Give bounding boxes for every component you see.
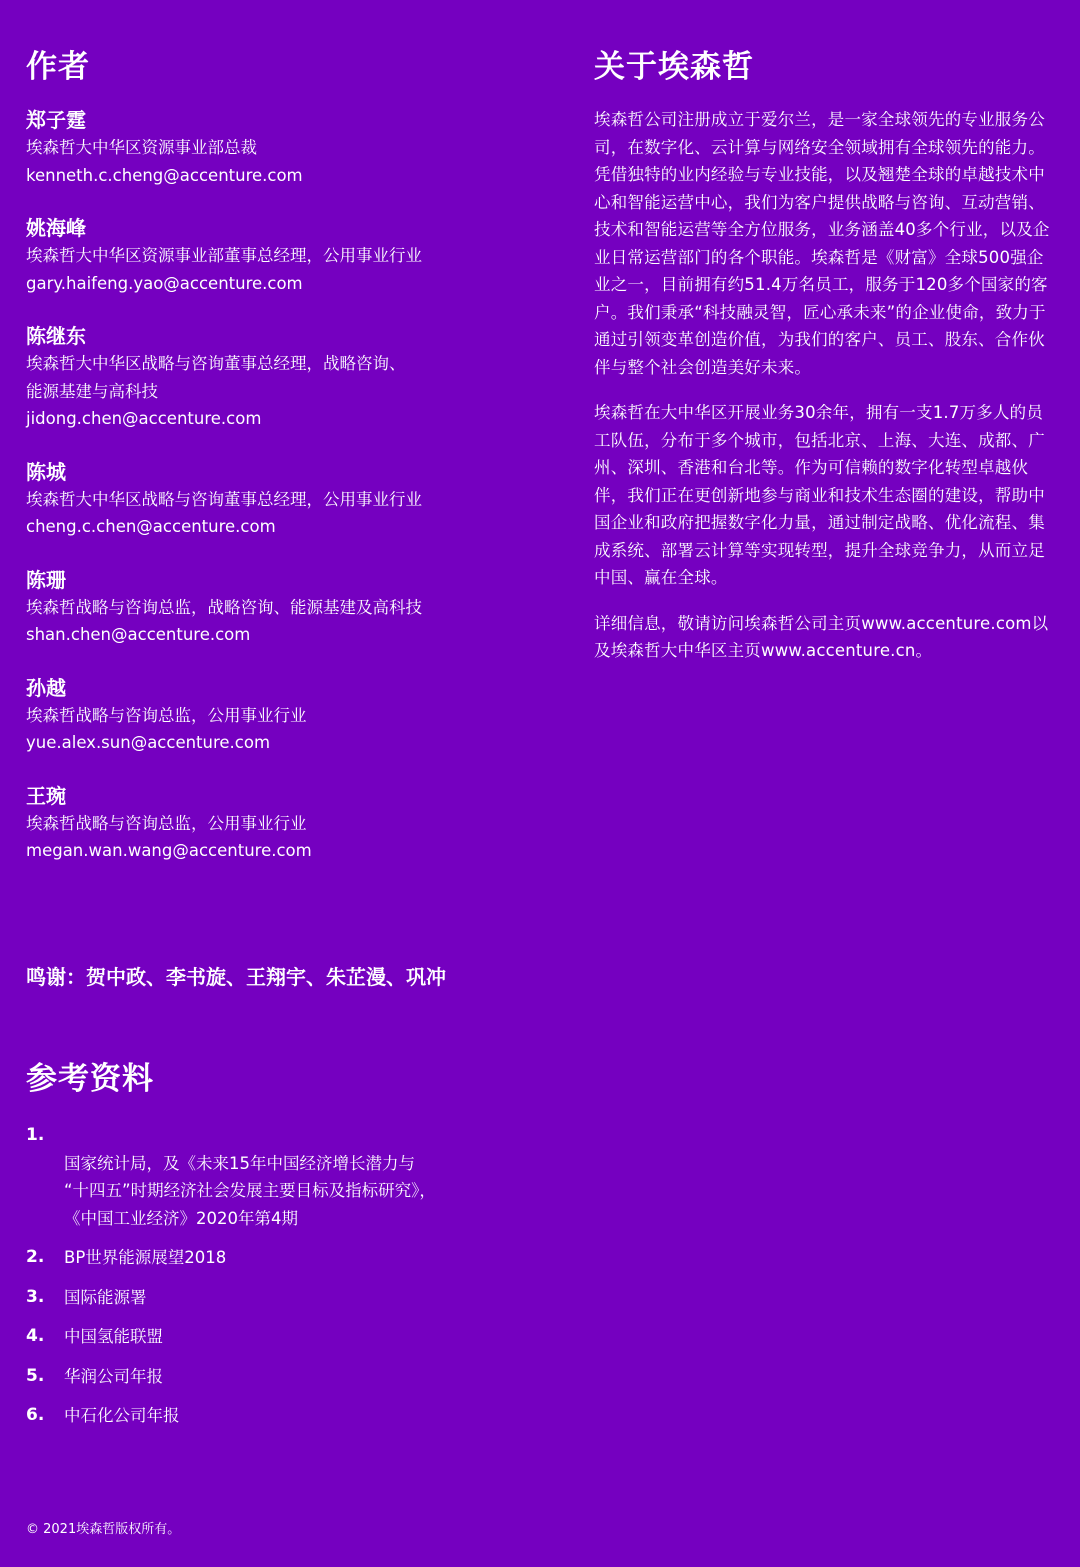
reference-text: 华润公司年报 [64, 1366, 163, 1386]
reference-text: BP世界能源展望2018 [64, 1248, 227, 1267]
references-section [26, 1058, 546, 1430]
author-email[interactable]: megan.wan.wang@accenture.com [26, 841, 312, 860]
references-list [26, 1122, 546, 1430]
author-email[interactable]: yue.alex.sun@accenture.com [26, 733, 271, 752]
author-email[interactable]: kenneth.c.cheng@accenture.com [26, 165, 303, 185]
author-role: 埃森哲大中华区战略与咨询董事总经理，公用事业行业 [26, 489, 422, 509]
reference-number: 5. [26, 1365, 45, 1386]
reference-number: 3. [26, 1286, 45, 1307]
author-entry [26, 106, 546, 189]
author-entry [26, 214, 546, 297]
reference-item [26, 1284, 546, 1312]
author-name: 陈城 [26, 459, 66, 484]
author-entry [26, 674, 546, 757]
author-role: 埃森哲战略与咨询总监，战略咨询、能源基建及高科技 [26, 597, 422, 617]
reference-item [26, 1363, 546, 1391]
author-name: 陈珊 [26, 567, 66, 592]
reference-number: 4. [26, 1326, 45, 1346]
author-email[interactable]: jidong.chen@accenture.com [26, 409, 262, 428]
authors-section [26, 46, 546, 865]
about-paragraph: 埃森哲在大中华区开展业务30余年，拥有一支1.7万多人的员工队伍，分布于多个城市，包括北京、上海、大连、成都、广州、深圳、香港和台北等。作为可信赖的数字化转型卓越伙伴，我们正在更创新地参与商业和技术生态圈的建设，帮助中国企业和政府把握数字化力量，通过制定战略、优化流程、集成系统、部署云计算等实现转型，提升全球竞争力，从而立足中国、赢在全球。 [594, 403, 1045, 587]
reference-item [26, 1323, 546, 1351]
copyright: © 2021埃森哲版权所有。 [26, 1522, 181, 1537]
about-title: 关于埃森哲 [594, 49, 754, 85]
reference-text: 国际能源署 [64, 1287, 147, 1307]
author-entry [26, 322, 546, 433]
author-name: 王琬 [26, 783, 66, 808]
reference-item [26, 1402, 546, 1430]
about-paragraph: 埃森哲公司注册成立于爱尔兰，是一家全球领先的专业服务公司，在数字化、云计算与网络安全领域拥有全球领先的能力。凭借独特的业内经验与专业技能，以及翘楚全球的卓越技术中心和智能运营中心，我们为客户提供战略与咨询、互动营销、技术和智能运营等全方位服务，业务涵盖40多个行业，以及企业日常运营部门的各个职能。埃森哲是《财富》全球500强企业之一，目前拥有约51.4万名员工，服务于120多个国家的客户。我们秉承“科技融灵智，匠心承未来”的企业使命，致力于通过引领变革创造价值，为我们的客户、员工、股东、合作伙伴与整个社会创造美好未来。 [594, 110, 1050, 377]
author-entry [26, 566, 546, 649]
references-title: 参考资料 [26, 1061, 154, 1097]
author-entry [26, 458, 546, 541]
author-name: 姚海峰 [26, 216, 86, 240]
reference-text: 中国氢能联盟 [64, 1327, 163, 1346]
reference-number: 2. [26, 1247, 45, 1267]
reference-text: 中石化公司年报 [64, 1406, 180, 1425]
about-section [594, 46, 1056, 665]
author-role: 埃森哲战略与咨询总监，公用事业行业 [26, 705, 307, 725]
about-paragraph: 详细信息，敬请访问埃森哲公司主页www.accenture.com以及埃森哲大中华区主页www.accenture.cn。 [594, 613, 1049, 660]
author-email[interactable]: shan.chen@accenture.com [26, 625, 251, 644]
author-entry [26, 782, 546, 865]
acknowledgement: 鸣谢：贺中政、李书旋、王翔宇、朱芷漫、巩冲 [26, 965, 446, 989]
reference-text: 国家统计局，及《未来15年中国经济增长潜力与 “十四五”时期经济社会发展主要目标及指标研究》， 《中国工业经济》2020年第4期 [64, 1153, 436, 1228]
author-email[interactable]: gary.haifeng.yao@accenture.com [26, 273, 303, 293]
author-role: 埃森哲大中华区资源事业部总裁 [26, 138, 257, 157]
reference-number: 1. [26, 1125, 45, 1145]
author-name: 陈继东 [26, 324, 86, 348]
reference-item [26, 1244, 546, 1272]
reference-number: 6. [26, 1405, 45, 1425]
authors-title: 作者 [26, 49, 90, 85]
author-name: 郑子霆 [26, 108, 86, 132]
author-role: 埃森哲大中华区战略与咨询董事总经理，战略咨询、 能源基建与高科技 [26, 354, 406, 401]
author-email[interactable]: cheng.c.chen@accenture.com [26, 517, 276, 536]
author-name: 孙越 [26, 675, 66, 700]
author-role: 埃森哲大中华区资源事业部董事总经理，公用事业行业 [26, 246, 422, 265]
author-role: 埃森哲战略与咨询总监，公用事业行业 [26, 813, 307, 833]
reference-item [26, 1122, 546, 1232]
